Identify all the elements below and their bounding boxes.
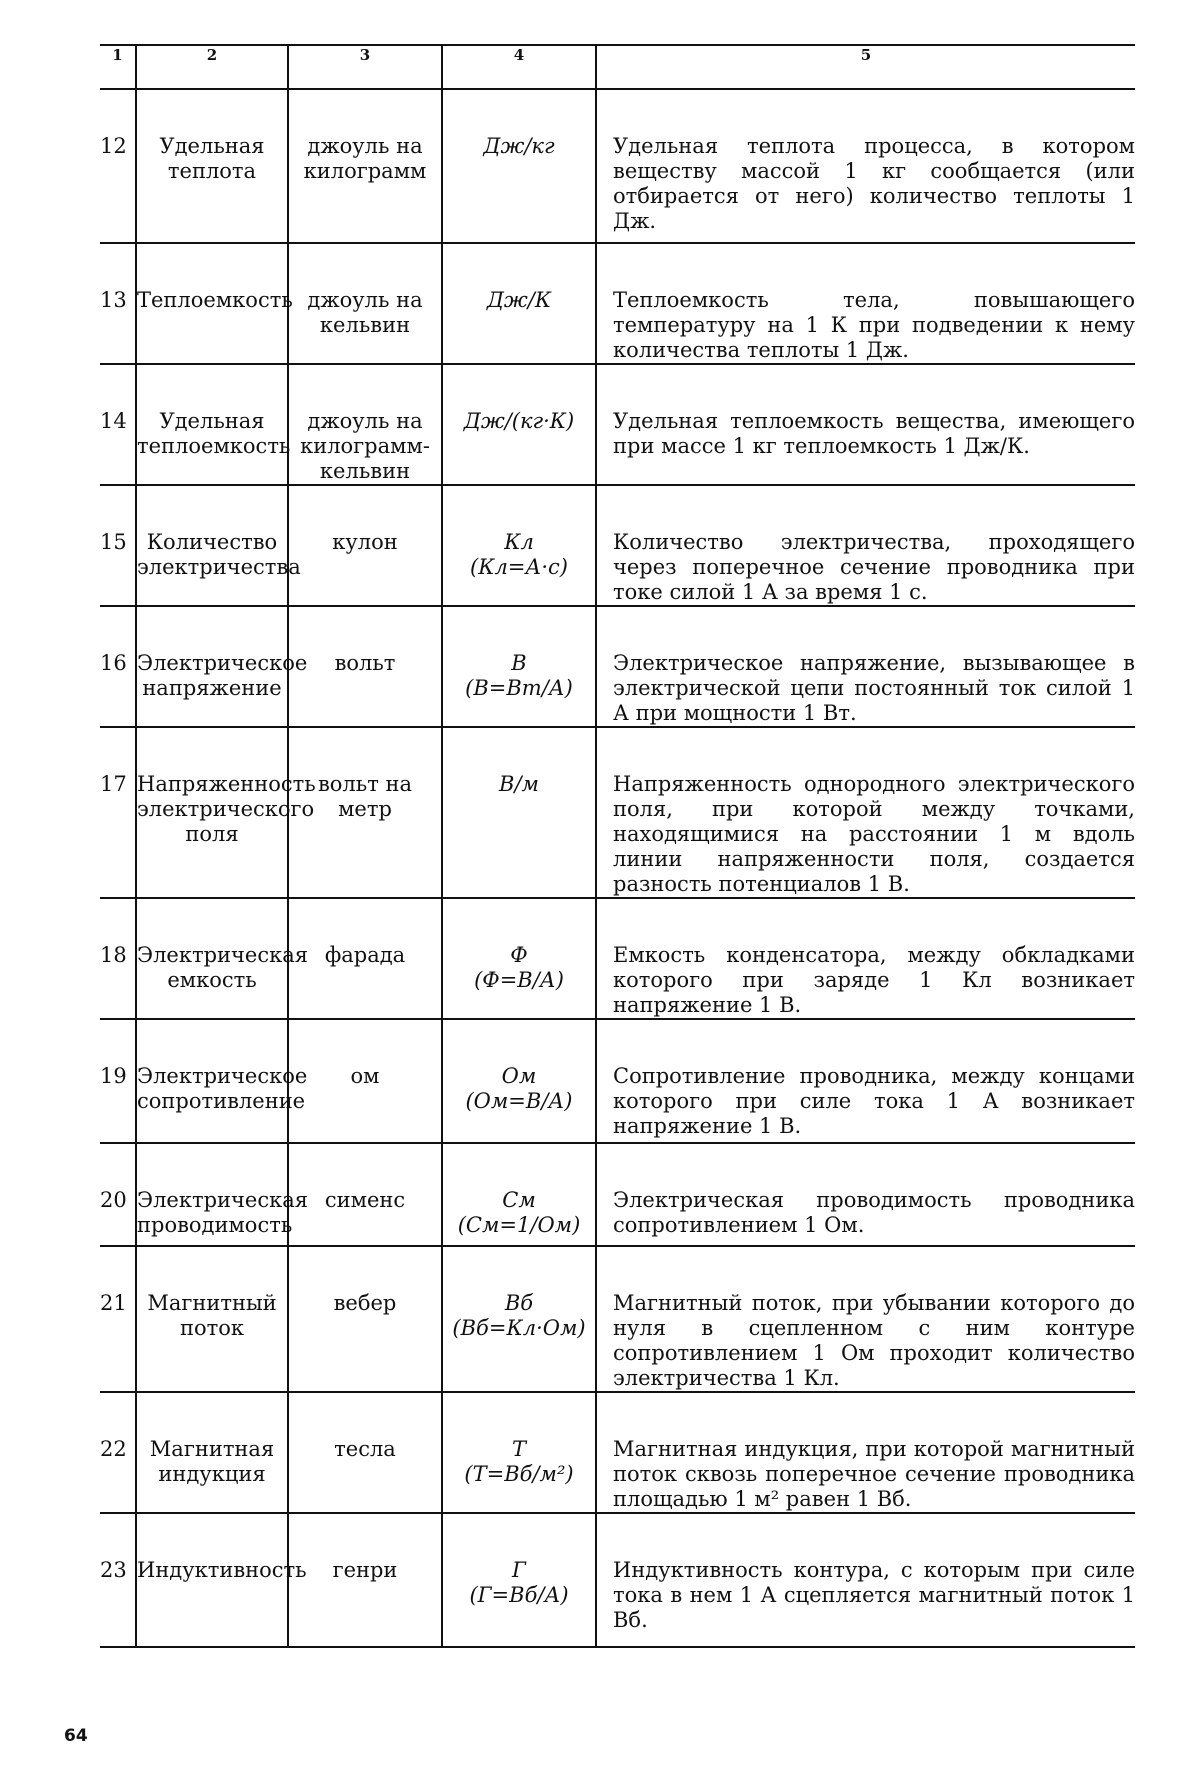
unit-symbol-cell — [442, 243, 596, 364]
unit-symbol: Ф — [510, 943, 528, 967]
header-col-3: 3 — [288, 45, 442, 89]
unit-symbol-cell — [442, 898, 596, 1019]
table-row — [100, 898, 1135, 1019]
row-number: 16 — [100, 606, 136, 727]
table-row — [100, 485, 1135, 606]
table-row — [100, 727, 1135, 898]
row-number: 15 — [100, 485, 136, 606]
unit-name: тесла — [288, 1392, 442, 1513]
row-number: 12 — [100, 89, 136, 243]
unit-name: кулон — [288, 485, 442, 606]
unit-symbol-cell — [442, 1392, 596, 1513]
unit-name: вольт на метр — [288, 727, 442, 898]
unit-definition: Магнитный поток, при убывании которого до нуля в сцепленном с ним контуре сопротивлением 1 Ом проходит количество электричества 1 Кл. — [596, 1246, 1135, 1392]
quantity-name: Электрическое сопротивление — [136, 1019, 288, 1143]
table-row — [100, 1246, 1135, 1392]
unit-derivation: (В=Вт/А) — [465, 676, 573, 700]
header-col-2: 2 — [136, 45, 288, 89]
unit-derivation: (См=1/Ом) — [457, 1213, 581, 1237]
row-number: 17 — [100, 727, 136, 898]
row-number: 22 — [100, 1392, 136, 1513]
unit-name: ом — [288, 1019, 442, 1143]
unit-definition: Напряженность однородного электрического поля, при которой между точками, находящимися на расстоянии 1 м вдоль линии напряженности поля, создается разность потенциалов 1 В. — [596, 727, 1135, 898]
row-number: 23 — [100, 1513, 136, 1647]
unit-name: сименс — [288, 1143, 442, 1246]
table-row — [100, 243, 1135, 364]
unit-definition: Индуктивность контура, с которым при силе тока в нем 1 А сцепляется магнитный поток 1 Вб. — [596, 1513, 1135, 1647]
unit-symbol: Ом — [501, 1064, 537, 1088]
quantity-name: Индуктивность — [136, 1513, 288, 1647]
unit-name: джоуль на килограмм — [288, 89, 442, 243]
units-table — [100, 44, 1135, 1648]
unit-symbol: Дж/К — [486, 288, 552, 312]
quantity-name: Электрическое напряжение — [136, 606, 288, 727]
table-row — [100, 364, 1135, 485]
unit-definition: Магнитная индукция, при которой магнитный поток сквозь поперечное сечение проводника площадью 1 м² равен 1 Вб. — [596, 1392, 1135, 1513]
unit-name: вебер — [288, 1246, 442, 1392]
quantity-name: Теплоемкость — [136, 243, 288, 364]
unit-symbol: В/м — [499, 772, 539, 796]
unit-name: вольт — [288, 606, 442, 727]
unit-symbol-cell — [442, 727, 596, 898]
table-row — [100, 1019, 1135, 1143]
unit-symbol: Кл — [504, 530, 534, 554]
quantity-name: Количество электричества — [136, 485, 288, 606]
unit-symbol: Дж/(кг·К) — [463, 409, 575, 433]
quantity-name: Электрическая проводимость — [136, 1143, 288, 1246]
unit-symbol-cell — [442, 89, 596, 243]
unit-name: джоуль на кельвин — [288, 243, 442, 364]
table-row — [100, 1513, 1135, 1647]
unit-name: генри — [288, 1513, 442, 1647]
row-number: 13 — [100, 243, 136, 364]
row-number: 20 — [100, 1143, 136, 1246]
unit-symbol: В — [511, 651, 527, 675]
unit-definition: Емкость конденсатора, между обкладками которого при заряде 1 Кл возникает напряжение 1 В. — [596, 898, 1135, 1019]
header-col-1: 1 — [100, 45, 136, 89]
row-number: 21 — [100, 1246, 136, 1392]
unit-name: джоуль на килограмм-кельвин — [288, 364, 442, 485]
unit-symbol-cell — [442, 1246, 596, 1392]
row-number: 19 — [100, 1019, 136, 1143]
page-number: 64 — [64, 1726, 88, 1746]
row-number: 18 — [100, 898, 136, 1019]
unit-definition: Количество электричества, проходящего через поперечное сечение проводника при токе силой 1 А за время 1 с. — [596, 485, 1135, 606]
unit-symbol-cell — [442, 1019, 596, 1143]
unit-definition: Сопротивление проводника, между концами которого при силе тока 1 А возникает напряжение 1 В. — [596, 1019, 1135, 1143]
unit-symbol: Т — [511, 1437, 526, 1461]
quantity-name: Магнитный поток — [136, 1246, 288, 1392]
unit-derivation: (Т=Вб/м²) — [464, 1462, 574, 1486]
unit-derivation: (Г=Вб/А) — [469, 1583, 569, 1607]
table-row — [100, 1143, 1135, 1246]
unit-symbol: Дж/кг — [483, 134, 555, 158]
quantity-name: Удельная теплоемкость — [136, 364, 288, 485]
unit-symbol-cell — [442, 606, 596, 727]
quantity-name: Электрическая емкость — [136, 898, 288, 1019]
table-header — [100, 45, 1135, 89]
unit-definition: Удельная теплоемкость вещества, имеющего при массе 1 кг теплоемкость 1 Дж/К. — [596, 364, 1135, 485]
table-row — [100, 89, 1135, 243]
document-page — [100, 44, 1135, 1648]
quantity-name: Удельная теплота — [136, 89, 288, 243]
unit-symbol: См — [502, 1188, 536, 1212]
unit-name: фарада — [288, 898, 442, 1019]
header-col-4: 4 — [442, 45, 596, 89]
table-body — [100, 89, 1135, 1647]
unit-derivation: (Кл=А·с) — [470, 555, 568, 579]
unit-definition: Удельная теплота процесса, в котором веществу массой 1 кг сообщается (или отбирается от него) количество теплоты 1 Дж. — [596, 89, 1135, 243]
unit-symbol: Вб — [504, 1291, 534, 1315]
unit-definition: Электрическое напряжение, вызывающее в электрической цепи постоянный ток силой 1 А при мощности 1 Вт. — [596, 606, 1135, 727]
unit-symbol-cell — [442, 1143, 596, 1246]
table-row — [100, 606, 1135, 727]
unit-symbol-cell — [442, 485, 596, 606]
unit-definition: Электрическая проводимость проводника сопротивлением 1 Ом. — [596, 1143, 1135, 1246]
row-number: 14 — [100, 364, 136, 485]
unit-derivation: (Вб=Кл·Ом) — [452, 1316, 586, 1340]
unit-symbol-cell — [442, 364, 596, 485]
unit-derivation: (Ф=В/А) — [474, 968, 564, 992]
header-col-5: 5 — [596, 45, 1135, 89]
unit-symbol: Г — [512, 1558, 526, 1582]
quantity-name: Напряженность электрического поля — [136, 727, 288, 898]
unit-symbol-cell — [442, 1513, 596, 1647]
unit-definition: Теплоемкость тела, повышающего температуру на 1 К при подведении к нему количества теплоты 1 Дж. — [596, 243, 1135, 364]
quantity-name: Магнитная индукция — [136, 1392, 288, 1513]
unit-derivation: (Ом=В/А) — [465, 1089, 573, 1113]
table-row — [100, 1392, 1135, 1513]
